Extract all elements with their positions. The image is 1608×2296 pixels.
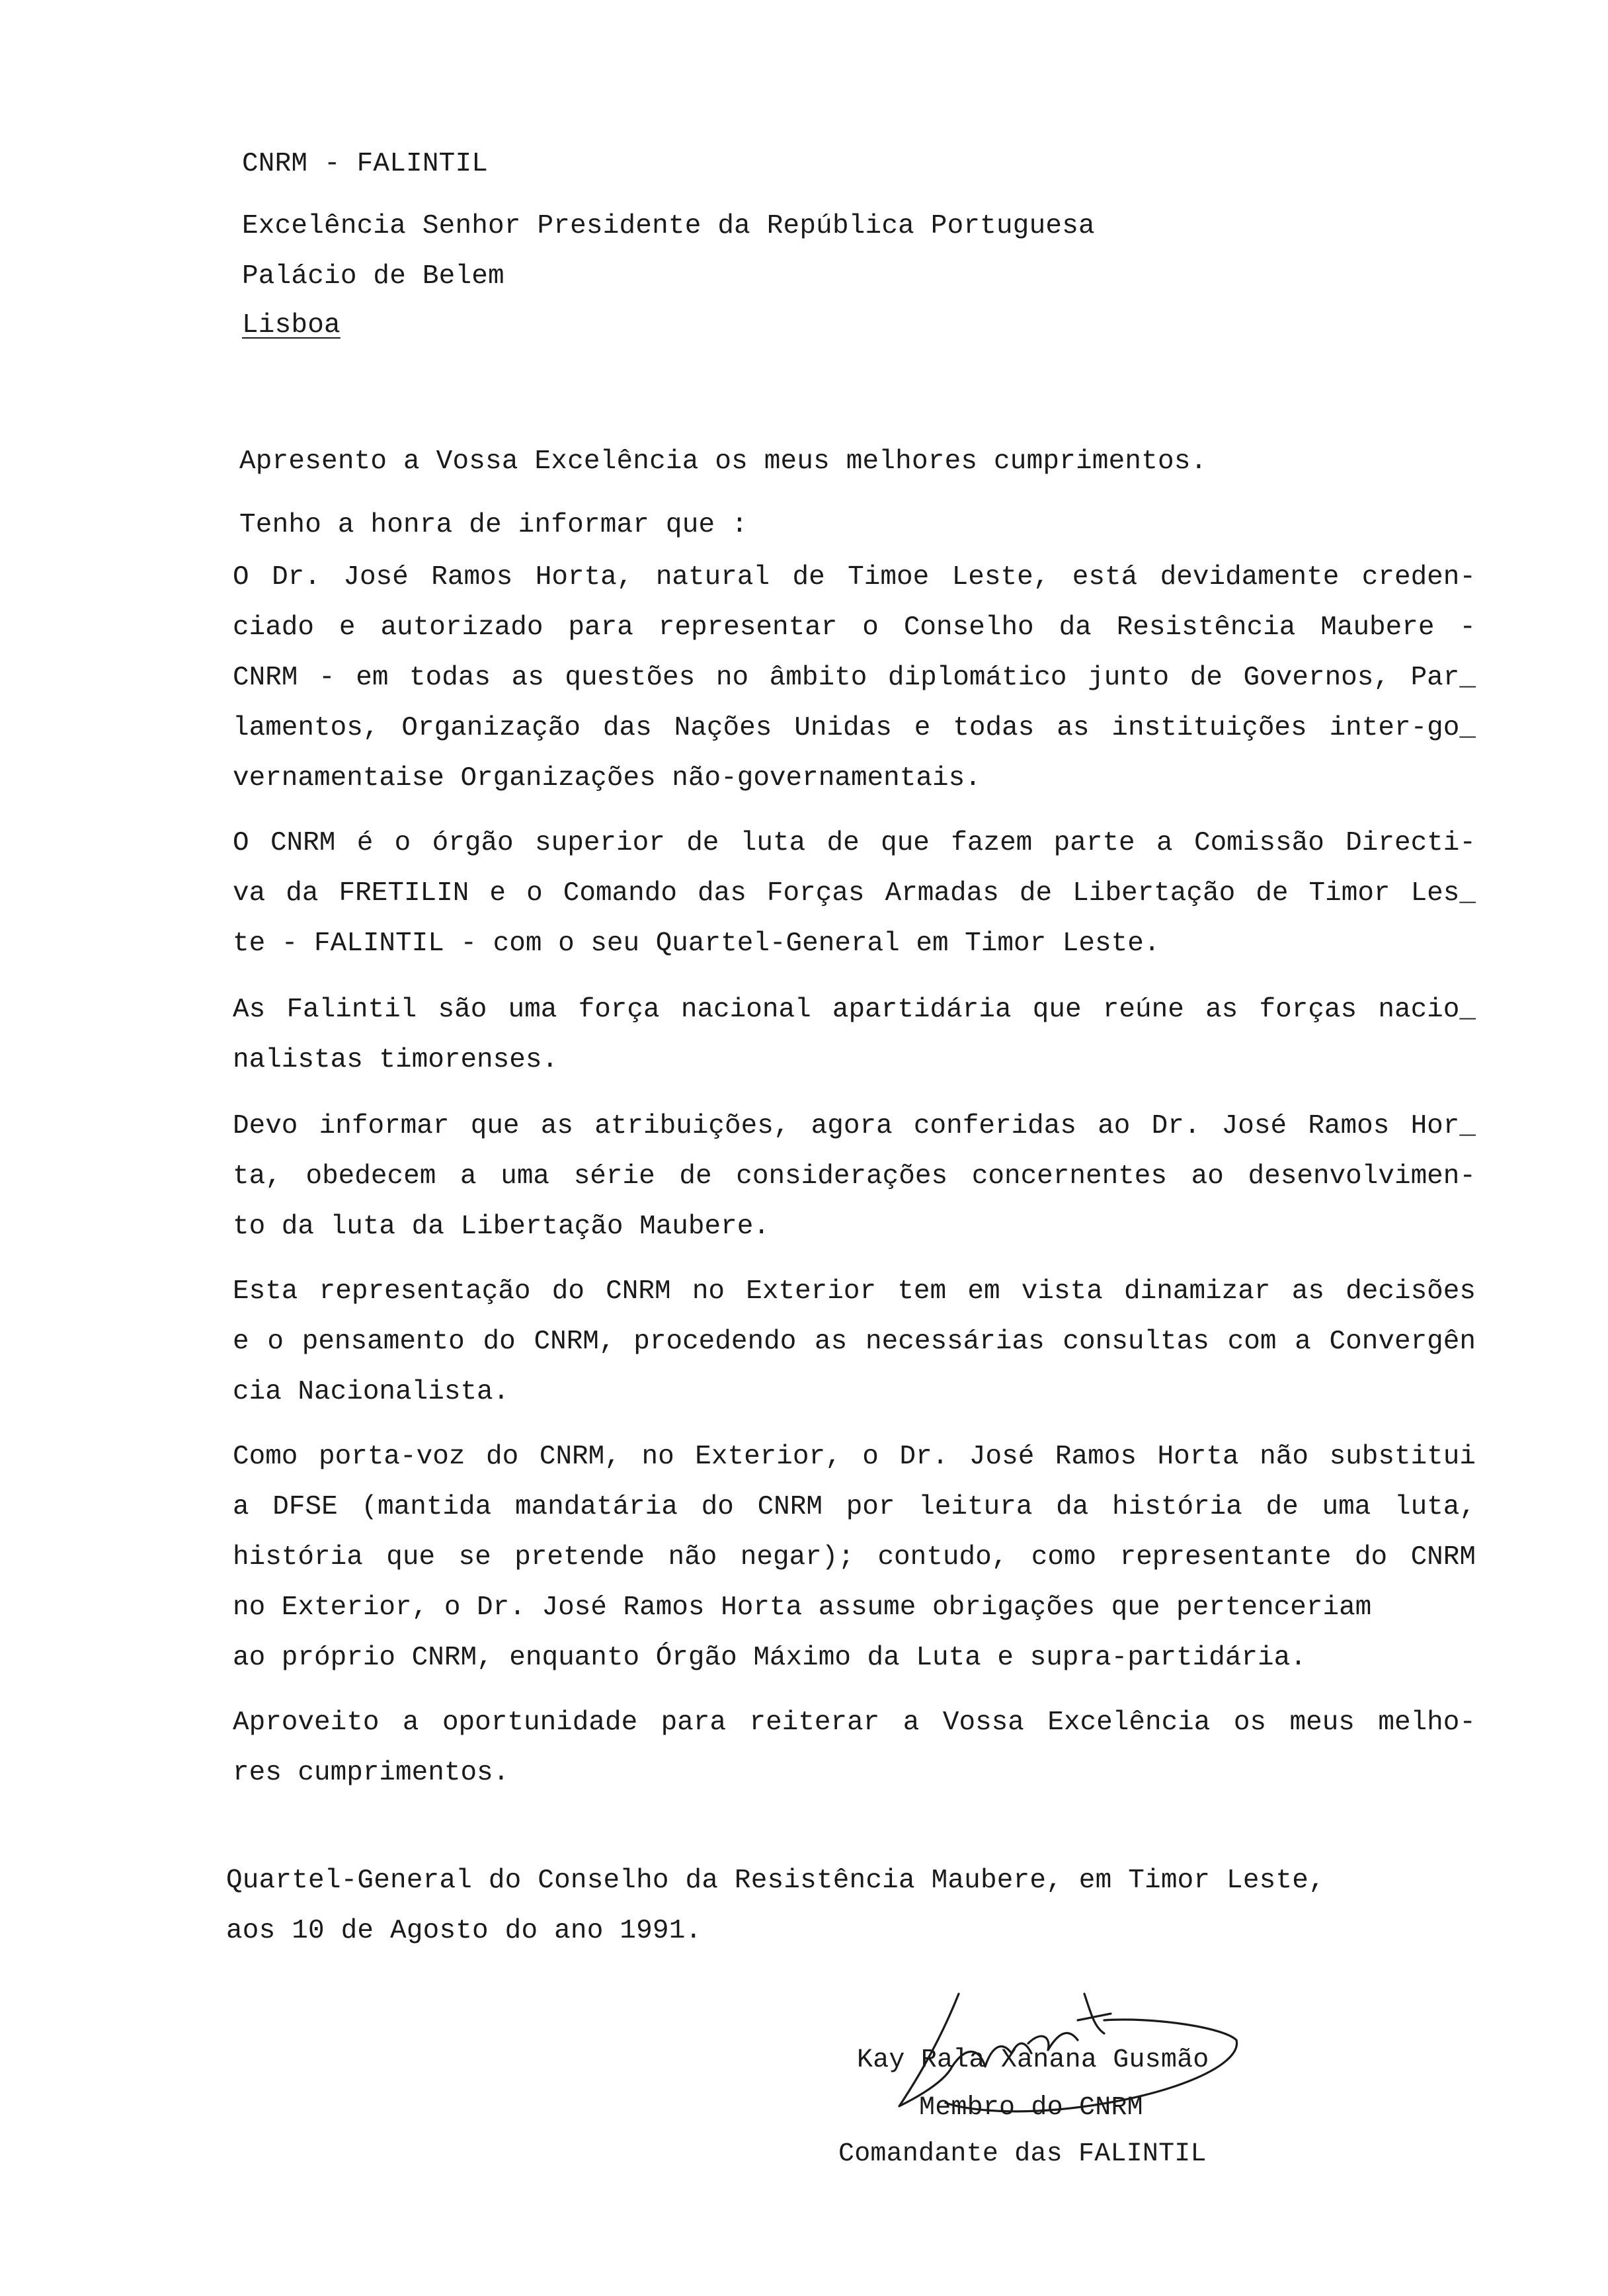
date-line: aos 10 de Agosto do ano 1991. (226, 1916, 702, 1946)
paragraph-line: ta, obedecem a uma série de considerações concernentes ao desenvolvimen- (233, 1161, 1476, 1192)
greeting-line: Apresento a Vossa Excelência os meus melhores cumprimentos. (239, 446, 1207, 477)
intro-line: Tenho a honra de informar que : (239, 510, 748, 540)
paragraph-line: ao próprio CNRM, enquanto Órgão Máximo da Luta e supra-partidária. (233, 1643, 1306, 1673)
paragraph-line: to da luta da Libertação Maubere. (233, 1211, 770, 1242)
paragraph-line: vernamentaise Organizações não-governamentais. (233, 763, 981, 794)
paragraph-line: Como porta-voz do CNRM, no Exterior, o Dr. José Ramos Horta não substitui (233, 1442, 1476, 1472)
paragraph-line: a DFSE (mantida mandatária do CNRM por leitura da história de uma luta, (233, 1492, 1476, 1522)
signatory-name: Kay Rala Xanana Gusmão (857, 2045, 1209, 2075)
addressee-line-2: Palácio de Belem (242, 261, 504, 292)
addressee-line-1: Excelência Senhor Presidente da República Portuguesa (242, 211, 1095, 241)
paragraph-line: lamentos, Organização das Nações Unidas e todas as instituições inter-go_ (233, 713, 1476, 743)
paragraph-line: res cumprimentos. (233, 1758, 510, 1788)
paragraph-spokesperson (233, 1442, 1476, 1693)
paragraph-credentials (233, 562, 1476, 813)
letterhead-org: CNRM - FALINTIL (242, 149, 489, 179)
paragraph-line: va da FRETILIN e o Comando das Forças Armadas de Libertação de Timor Les_ (233, 878, 1476, 909)
paragraph-attributions (233, 1111, 1476, 1262)
paragraph-line: CNRM - em todas as questões no âmbito diplomático junto de Governos, Par_ (233, 663, 1476, 693)
paragraph-line: cia Nacionalista. (233, 1377, 510, 1407)
signatory-role-commander: Comandante das FALINTIL (838, 2139, 1207, 2169)
paragraph-line: Esta representação do CNRM no Exterior tem em vista dinamizar as decisões (233, 1276, 1476, 1307)
paragraph-representation (233, 1276, 1476, 1427)
paragraph-line: e o pensamento do CNRM, procedendo as necessárias consultas com a Convergên (233, 1327, 1476, 1357)
paragraph-cnrm (233, 828, 1476, 979)
paragraph-line: Devo informar que as atribuições, agora conferidas ao Dr. José Ramos Hor_ (233, 1111, 1476, 1141)
paragraph-falintil (233, 995, 1476, 1095)
paragraph-line: no Exterior, o Dr. José Ramos Horta assume obrigações que pertenceriam (233, 1592, 1372, 1623)
paragraph-line: As Falintil são uma força nacional apartidária que reúne as forças nacio_ (233, 995, 1476, 1025)
paragraph-line: nalistas timorenses. (233, 1045, 559, 1075)
paragraph-closing-greeting (233, 1707, 1476, 1808)
signatory-role-member: Membro do CNRM (919, 2093, 1143, 2123)
paragraph-line: O CNRM é o órgão superior de luta de que fazem parte a Comissão Directi- (233, 828, 1476, 858)
place-line: Quartel-General do Conselho da Resistência Maubere, em Timor Leste, (226, 1866, 1325, 1896)
paragraph-line: te - FALINTIL - com o seu Quartel-General em Timor Leste. (233, 928, 1160, 959)
paragraph-line: Aproveito a oportunidade para reiterar a Vossa Excelência os meus melho- (233, 1707, 1476, 1738)
paragraph-line: O Dr. José Ramos Horta, natural de Timoe Leste, está devidamente creden- (233, 562, 1476, 593)
paragraph-line: ciado e autorizado para representar o Conselho da Resistência Maubere - (233, 612, 1476, 643)
paragraph-line: história que se pretende não negar); contudo, como representante do CNRM (233, 1542, 1476, 1573)
addressee-city: Lisboa (242, 310, 341, 341)
